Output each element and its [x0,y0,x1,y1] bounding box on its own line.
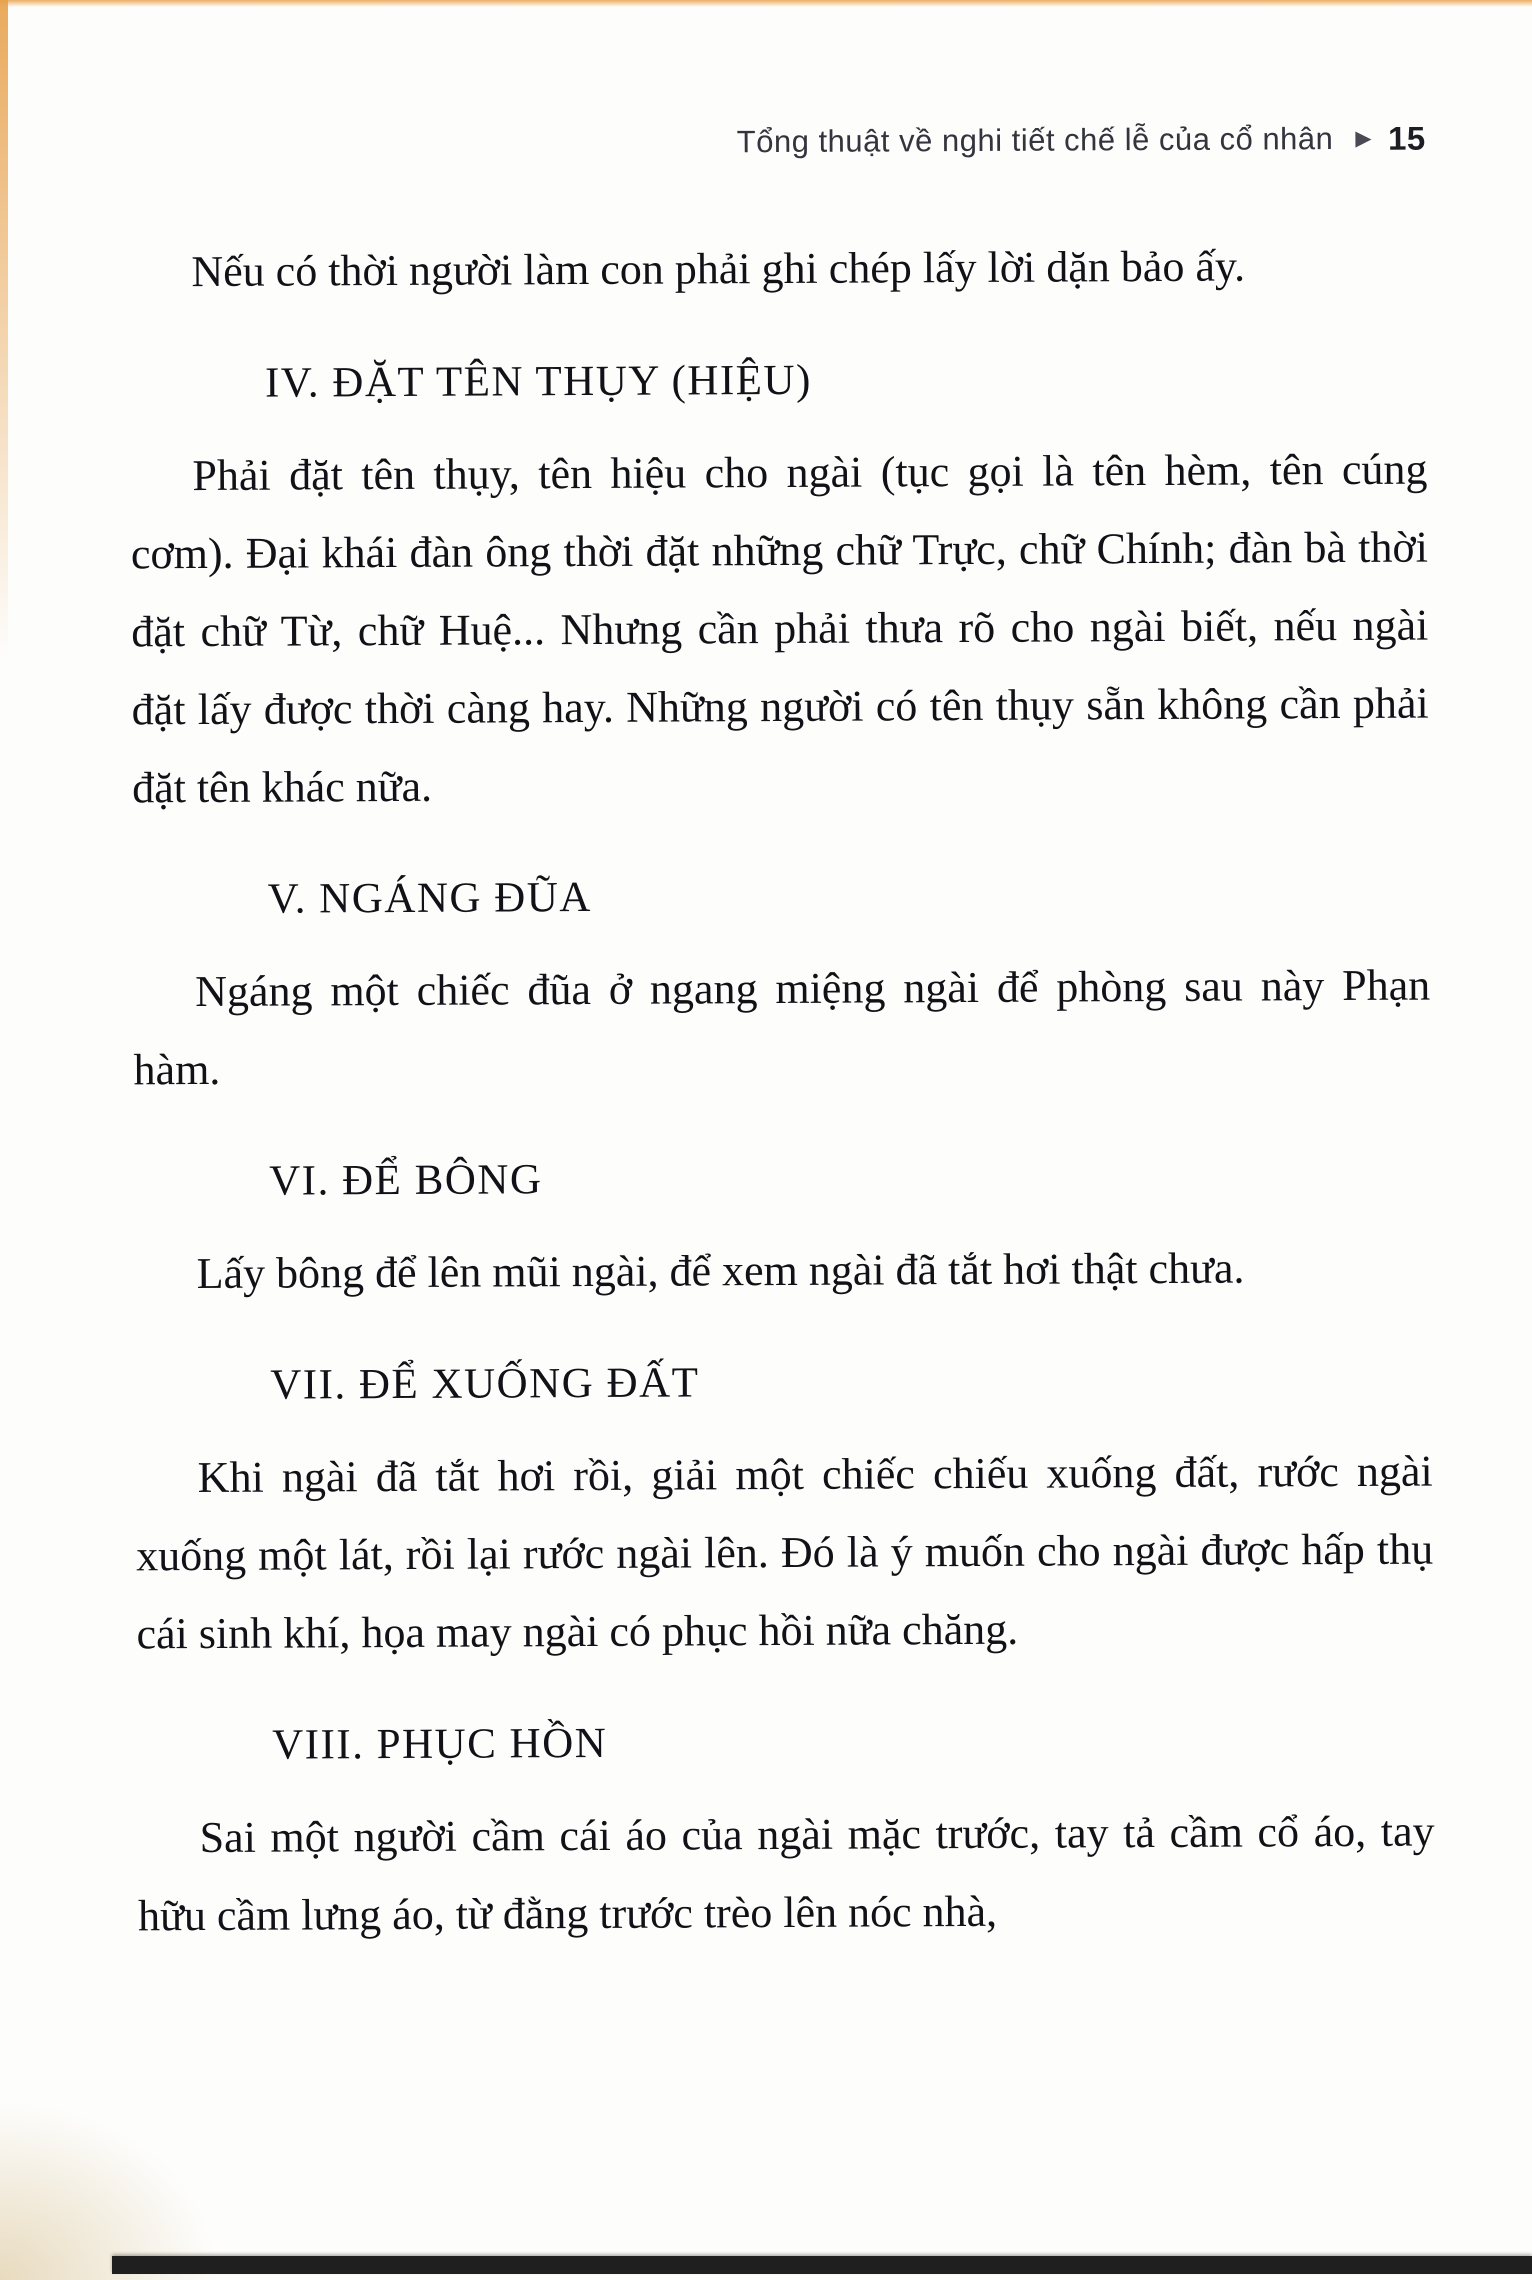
scan-bottom-edge-bar [112,2256,1532,2274]
section-heading-v: V. NGÁNG ĐŨA [267,873,593,923]
para-4: Lấy bông để lên mũi ngài, để xem ngài đã tắt hơi thật chưa. [196,1243,1245,1299]
running-title: Tổng thuật về nghi tiết chế lễ của cổ nhân [736,121,1334,160]
section-heading-iv: IV. ĐẶT TÊN THỤY (HIỆU) [264,356,812,407]
running-head [129,119,1426,166]
para-1: Nếu có thời người làm con phải ghi chép lấy lời dặn bảo ấy. [191,241,1246,297]
para-3: Ngáng một chiếc đũa ở ngang miệng ngài để phòng sau này Phạn hàm. [133,960,1431,1095]
section-heading-viii: VIII. PHỤC HỒN [272,1719,608,1769]
para-6: Sai một người cầm cái áo của ngài mặc trước, tay tả cầm cổ áo, tay hữu cầm lưng áo, từ đằng trước trèo lên nóc nhà, [137,1806,1435,1941]
para-2: Phải đặt tên thụy, tên hiệu cho ngài (tục gọi là tên hèm, tên cúng cơm). Đại khái đàn ông thời đặt những chữ Trực, chữ Chính; đàn bà thời đặt chữ Từ, chữ Huệ... Nhưng cần phải thưa rõ cho ngài biết, nếu ngài đặt lấy được thời càng hay. Những người có tên thụy sẵn không cần phải đặt tên khác nữa. [130,444,1429,813]
scan-left-edge-artifact [0,0,8,660]
scan-corner-smudge [0,2100,220,2280]
page-body [129,227,1435,1956]
arrow-marker-icon: ▶ [1355,126,1373,150]
section-heading-vi: VI. ĐỂ BÔNG [269,1156,543,1205]
page-content [128,0,1435,1955]
page-number: 15 [1387,119,1426,157]
para-5: Khi ngài đã tắt hơi rồi, giải một chiếc chiếu xuống đất, rước ngài xuống một lát, rồi lại rước ngài lên. Đó là ý muốn cho ngài được hấp thụ cái sinh khí, họa may ngài có phục hồi nữa chăng. [136,1446,1434,1659]
section-heading-vii: VII. ĐỂ XUỐNG ĐẤT [270,1359,700,1409]
